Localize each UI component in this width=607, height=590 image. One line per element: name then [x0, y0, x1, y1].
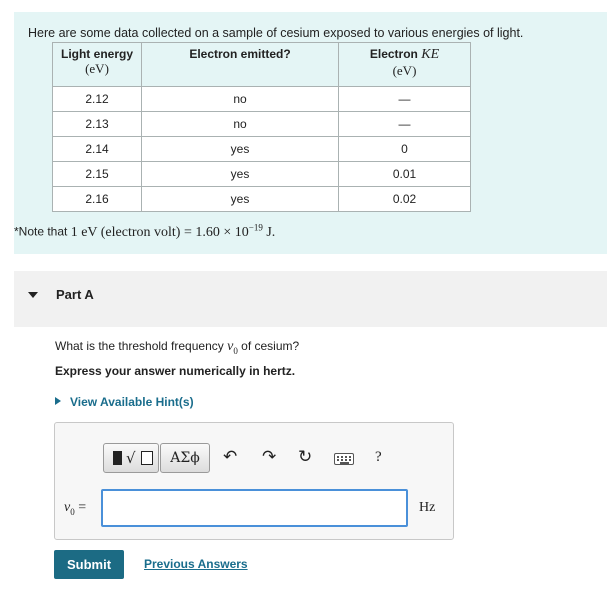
cell-light-energy: 2.13 — [53, 112, 142, 137]
header-light-energy — [53, 43, 142, 87]
cell-ke: — — [339, 112, 471, 137]
unit-note — [14, 222, 275, 241]
answer-equals: = — [74, 500, 87, 515]
note-suffix: J. — [262, 224, 276, 240]
cell-ke: 0 — [339, 137, 471, 162]
note-prefix: *Note that — [14, 224, 71, 239]
cell-ke: 0.01 — [339, 162, 471, 187]
question-text — [55, 339, 299, 356]
question-symbol — [227, 339, 238, 354]
header-label: Electron — [369, 47, 418, 61]
note-exponent: −19 — [248, 222, 263, 232]
data-table — [52, 42, 471, 212]
cell-light-energy: 2.15 — [53, 162, 142, 187]
radical-icon: √ — [126, 449, 136, 467]
header-label: Light energy — [60, 47, 133, 61]
hint-triangle-icon[interactable] — [55, 397, 61, 405]
header-unit: (eV) — [85, 61, 109, 76]
note-equation: 1 eV (electron volt) = 1.60 × 10 — [70, 224, 249, 240]
templates-icon[interactable] — [103, 443, 159, 473]
previous-answers-link[interactable]: Previous Answers — [144, 557, 248, 571]
header-symbol: KE — [421, 47, 440, 62]
answer-variable-label — [64, 500, 86, 517]
table-row — [53, 112, 471, 137]
cell-emitted: yes — [142, 162, 339, 187]
cell-emitted: yes — [142, 187, 339, 212]
answer-subscript: 0 — [70, 506, 75, 517]
answer-unit: Hz — [419, 500, 436, 515]
template-square-icon — [113, 451, 122, 465]
cell-ke: — — [339, 87, 471, 112]
template-box-icon — [141, 451, 153, 465]
header-label: Electron emitted? — [189, 47, 291, 61]
reset-icon[interactable]: ↻ — [298, 447, 313, 467]
greek-letters-icon[interactable]: ΑΣϕ — [160, 443, 210, 473]
part-title[interactable]: Part A — [56, 287, 94, 302]
table-row — [53, 87, 471, 112]
undo-icon[interactable]: ↶ — [223, 447, 238, 467]
question-suffix: of cesium? — [237, 339, 300, 353]
cell-emitted: yes — [142, 137, 339, 162]
table-row — [53, 187, 471, 212]
submit-button[interactable]: Submit — [54, 550, 124, 579]
part-a-header[interactable] — [14, 271, 607, 327]
header-electron-ke — [339, 43, 471, 87]
note-math — [70, 222, 276, 240]
view-hints-link[interactable]: View Available Hint(s) — [70, 395, 194, 409]
answer-instruction: Express your answer numerically in hertz. — [55, 364, 296, 378]
keyboard-icon[interactable] — [334, 453, 354, 465]
question-prefix: What is the threshold frequency — [55, 339, 228, 353]
answer-input[interactable] — [101, 489, 408, 527]
help-icon[interactable]: ? — [375, 449, 382, 465]
redo-icon[interactable]: ↷ — [262, 447, 277, 467]
cell-ke: 0.02 — [339, 187, 471, 212]
intro-panel — [14, 12, 607, 254]
table-row — [53, 137, 471, 162]
collapse-triangle-icon[interactable] — [28, 292, 38, 298]
question-nu: ν — [227, 339, 234, 354]
cell-light-energy: 2.14 — [53, 137, 142, 162]
question-subscript: 0 — [233, 345, 238, 356]
cell-emitted: no — [142, 87, 339, 112]
answer-nu: ν — [64, 500, 71, 515]
cell-emitted: no — [142, 112, 339, 137]
header-electron-emitted — [142, 43, 339, 87]
cell-light-energy: 2.16 — [53, 187, 142, 212]
table-row — [53, 162, 471, 187]
cell-light-energy: 2.12 — [53, 87, 142, 112]
table-header-row — [53, 43, 471, 87]
header-unit: (eV) — [392, 63, 417, 78]
intro-text: Here are some data collected on a sample of cesium exposed to various energies of light. — [28, 26, 524, 40]
